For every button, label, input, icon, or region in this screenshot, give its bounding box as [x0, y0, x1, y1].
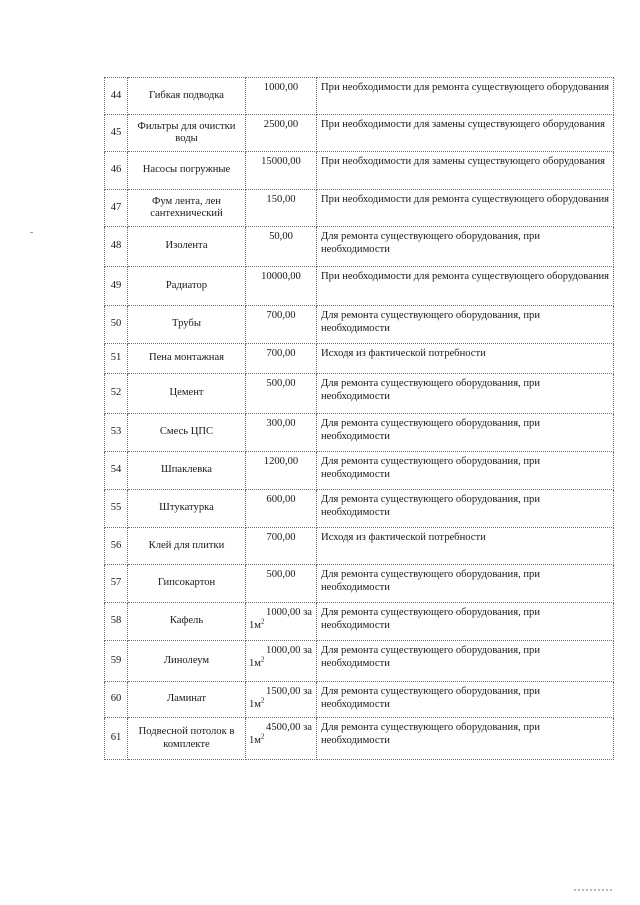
table-row — [105, 452, 614, 490]
item-name: Подвесной потолок в комплекте — [128, 718, 246, 760]
table-row — [105, 190, 614, 227]
item-note: Для ремонта существующего оборудования, при необходимости — [317, 490, 614, 528]
row-number: 56 — [105, 528, 128, 565]
table-row — [105, 227, 614, 267]
row-number: 48 — [105, 227, 128, 267]
item-name: Насосы погружные — [128, 152, 246, 190]
unit-superscript: 2 — [261, 695, 265, 704]
item-note: При необходимости для ремонта существующего оборудования — [317, 267, 614, 306]
item-note: При необходимости для ремонта существующего оборудования — [317, 78, 614, 115]
item-note: Для ремонта существующего оборудования, при необходимости — [317, 306, 614, 344]
row-number: 44 — [105, 78, 128, 115]
row-number: 53 — [105, 414, 128, 452]
item-note: Исходя из фактической потребности — [317, 344, 614, 374]
table-row — [105, 306, 614, 344]
row-number: 55 — [105, 490, 128, 528]
item-name: Трубы — [128, 306, 246, 344]
table-row — [105, 414, 614, 452]
row-number: 54 — [105, 452, 128, 490]
item-price — [246, 718, 317, 760]
row-number: 58 — [105, 603, 128, 641]
table-row — [105, 267, 614, 306]
row-number: 57 — [105, 565, 128, 603]
price-value: 1000,00 за — [266, 645, 312, 656]
item-note: Для ремонта существующего оборудования, при необходимости — [317, 682, 614, 718]
price-unit — [246, 731, 316, 748]
table-row — [105, 682, 614, 718]
item-name: Пена монтажная — [128, 344, 246, 374]
item-name: Ламинат — [128, 682, 246, 718]
row-number: 59 — [105, 641, 128, 682]
item-price: 500,00 — [246, 565, 317, 603]
table-row — [105, 603, 614, 641]
unit-superscript: 2 — [261, 654, 265, 663]
item-note: При необходимости для ремонта существующего оборудования — [317, 190, 614, 227]
item-name: Фум лента, лен сантехнический — [128, 190, 246, 227]
price-value: 4500,00 за — [266, 722, 312, 733]
scan-mark — [574, 889, 614, 891]
item-name: Гибкая подводка — [128, 78, 246, 115]
item-name: Изолента — [128, 227, 246, 267]
unit-superscript: 2 — [261, 616, 265, 625]
row-number: 51 — [105, 344, 128, 374]
item-price: 15000,00 — [246, 152, 317, 190]
item-price: 50,00 — [246, 227, 317, 267]
price-unit-text: 1м — [249, 698, 262, 710]
item-price — [246, 682, 317, 718]
table-row — [105, 78, 614, 115]
table-body — [105, 78, 614, 760]
price-unit-text: 1м — [249, 657, 262, 669]
item-name: Смесь ЦПС — [128, 414, 246, 452]
item-note: При необходимости для замены существующего оборудования — [317, 115, 614, 152]
item-note: Для ремонта существующего оборудования, при необходимости — [317, 641, 614, 682]
item-note: Для ремонта существующего оборудования, при необходимости — [317, 565, 614, 603]
item-price: 1200,00 — [246, 452, 317, 490]
table-row — [105, 565, 614, 603]
price-value: 1500,00 за — [266, 686, 312, 697]
item-price: 1000,00 — [246, 78, 317, 115]
row-number: 47 — [105, 190, 128, 227]
item-price: 700,00 — [246, 306, 317, 344]
row-number: 46 — [105, 152, 128, 190]
item-name: Фильтры для очистки воды — [128, 115, 246, 152]
item-note: Для ремонта существующего оборудования, при необходимости — [317, 414, 614, 452]
table-row — [105, 115, 614, 152]
item-price: 2500,00 — [246, 115, 317, 152]
item-price: 700,00 — [246, 528, 317, 565]
price-value: 1000,00 за — [266, 607, 312, 618]
table-row — [105, 641, 614, 682]
table-row — [105, 344, 614, 374]
item-price: 600,00 — [246, 490, 317, 528]
price-unit — [246, 616, 316, 633]
unit-superscript: 2 — [261, 731, 265, 740]
item-name: Линолеум — [128, 641, 246, 682]
table-row — [105, 718, 614, 760]
item-name: Цемент — [128, 374, 246, 414]
item-price: 150,00 — [246, 190, 317, 227]
price-unit-text: 1м — [249, 734, 262, 746]
table-row — [105, 374, 614, 414]
item-price — [246, 603, 317, 641]
item-note: Для ремонта существующего оборудования, при необходимости — [317, 227, 614, 267]
row-number: 49 — [105, 267, 128, 306]
row-number: 52 — [105, 374, 128, 414]
margin-mark — [30, 232, 33, 233]
item-name: Радиатор — [128, 267, 246, 306]
items-table — [104, 77, 614, 760]
item-name: Гипсокартон — [128, 565, 246, 603]
item-note: Для ремонта существующего оборудования, при необходимости — [317, 374, 614, 414]
table-row — [105, 490, 614, 528]
item-name: Кафель — [128, 603, 246, 641]
item-note: Для ремонта существующего оборудования, при необходимости — [317, 718, 614, 760]
item-name: Шпаклевка — [128, 452, 246, 490]
item-note: Исходя из фактической потребности — [317, 528, 614, 565]
item-note: Для ремонта существующего оборудования, при необходимости — [317, 603, 614, 641]
item-name: Штукатурка — [128, 490, 246, 528]
table-row — [105, 152, 614, 190]
item-price: 700,00 — [246, 344, 317, 374]
price-unit — [246, 654, 316, 671]
item-price: 500,00 — [246, 374, 317, 414]
row-number: 50 — [105, 306, 128, 344]
price-unit-text: 1м — [249, 619, 262, 631]
row-number: 61 — [105, 718, 128, 760]
item-note: Для ремонта существующего оборудования, при необходимости — [317, 452, 614, 490]
item-note: При необходимости для замены существующего оборудования — [317, 152, 614, 190]
row-number: 45 — [105, 115, 128, 152]
row-number: 60 — [105, 682, 128, 718]
price-unit — [246, 695, 316, 712]
item-name: Клей для плитки — [128, 528, 246, 565]
item-price — [246, 641, 317, 682]
table-row — [105, 528, 614, 565]
item-price: 10000,00 — [246, 267, 317, 306]
item-price: 300,00 — [246, 414, 317, 452]
